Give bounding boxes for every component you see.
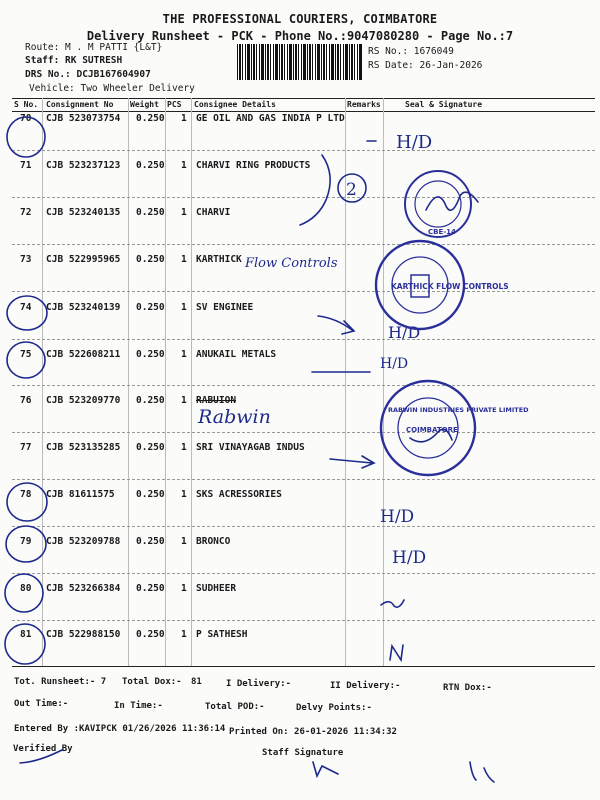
staff-info: Staff: RK SUTRESH <box>25 55 123 66</box>
rs-date: RS Date: 26-Jan-2026 <box>368 60 483 71</box>
rtn-dox: RTN Dox:- <box>443 683 492 693</box>
row-consignment: CJB 523209788 <box>46 536 121 547</box>
signature-scribble <box>470 762 494 782</box>
row-sno: 79 <box>20 536 32 547</box>
delvy-points: Delvy Points:- <box>296 703 372 713</box>
rs-number: RS No.: 1676049 <box>368 46 454 57</box>
col-sno: S No. <box>14 100 39 109</box>
tick-mark <box>390 645 403 660</box>
row-sno: 75 <box>20 349 32 360</box>
tick-mark <box>381 600 404 607</box>
row-consignee: CHARVI <box>196 207 231 218</box>
total-pod: Total POD:- <box>205 702 265 712</box>
verified-by: Verified By <box>13 744 73 754</box>
row-consignment: CJB 522995965 <box>46 254 121 265</box>
company-name: THE PROFESSIONAL COURIERS, COIMBATORE <box>162 12 438 26</box>
serial-circle <box>7 296 47 330</box>
row-consignment: CJB 81611575 <box>46 489 115 500</box>
row-weight: 0.250 <box>136 207 165 218</box>
row-pcs: 1 <box>181 629 187 640</box>
handwriting-rabwin: Rabwin <box>198 406 271 428</box>
handwriting-hd: H/D <box>380 507 415 527</box>
row-consignment: CJB 523237123 <box>46 160 121 171</box>
serial-circle <box>5 624 45 664</box>
row-sno: 78 <box>20 489 32 500</box>
row-pcs: 1 <box>181 254 187 265</box>
col-seal-signature: Seal & Signature <box>405 100 483 109</box>
row-weight: 0.250 <box>136 629 165 640</box>
arrow-icon <box>330 456 374 468</box>
row-consignee: BRONCO <box>196 536 231 547</box>
handwriting-hd: H/D <box>380 356 409 372</box>
row-consignment: CJB 522608211 <box>46 349 121 360</box>
row-consignee: GE OIL AND GAS INDIA P LTD <box>196 113 345 124</box>
handwriting-hd: H/D <box>396 132 433 153</box>
row-weight: 0.250 <box>136 113 165 124</box>
drs-number: DRS No.: DCJB167604907 <box>25 69 151 80</box>
row-weight: 0.250 <box>136 395 165 406</box>
row-consignee: ANUKAIL METALS <box>196 349 277 360</box>
serial-circle <box>6 526 46 562</box>
row-pcs: 1 <box>181 113 187 124</box>
circled-number-text: 2 <box>346 180 357 200</box>
row-weight: 0.250 <box>136 442 165 453</box>
row-consignment: CJB 522988150 <box>46 629 121 640</box>
row-consignee: SKS ACRESSORIES <box>196 489 282 500</box>
row-consignee: SRI VINAYAGAB INDUS <box>196 442 305 453</box>
row-consignee: RABUION <box>196 395 237 406</box>
in-time: In Time:- <box>114 701 163 711</box>
row-consignment: CJB 523209770 <box>46 395 121 406</box>
row-consignment: CJB 523073754 <box>46 113 121 124</box>
row-consignment: CJB 523135285 <box>46 442 121 453</box>
runsheet-title: Delivery Runsheet - PCK - Phone No.:9047080280 - Page No.:7 <box>86 29 514 43</box>
svg-text:KARTHICK FLOW CONTROLS: KARTHICK FLOW CONTROLS <box>391 282 509 291</box>
row-consignee: CHARVI RING PRODUCTS <box>196 160 311 171</box>
vehicle-info: Vehicle: Two Wheeler Delivery <box>29 83 195 94</box>
col-consignment: Consignment No <box>46 100 114 109</box>
row-weight: 0.250 <box>136 489 165 500</box>
svg-text:RABWIN INDUSTRIES PRIVATE LIMI: RABWIN INDUSTRIES PRIVATE LIMITED <box>388 406 529 414</box>
charvi-stamp <box>405 171 478 237</box>
row-consignment: CJB 523266384 <box>46 583 121 594</box>
row-sno: 74 <box>20 302 32 313</box>
handwriting-hd: H/D <box>388 323 421 342</box>
row-weight: 0.250 <box>136 583 165 594</box>
rabwin-stamp <box>381 381 529 475</box>
total-dox-value: 81 <box>191 677 202 687</box>
row-weight: 0.250 <box>136 536 165 547</box>
row-weight: 0.250 <box>136 160 165 171</box>
col-remarks: Remarks <box>347 100 381 109</box>
row-sno: 77 <box>20 442 32 453</box>
row-sno: 72 <box>20 207 32 218</box>
handwriting-flow-controls: Flow Controls <box>245 256 338 271</box>
total-dox-label: Total Dox:- <box>122 677 182 687</box>
row-weight: 0.250 <box>136 349 165 360</box>
col-weight: Weight <box>130 100 159 109</box>
serial-circle <box>7 483 47 521</box>
tot-runsheet: Tot. Runsheet:- 7 <box>14 677 107 687</box>
svg-text:CBE-14: CBE-14 <box>428 228 456 236</box>
serial-circle <box>5 574 43 612</box>
row-consignment: CJB 523240135 <box>46 207 121 218</box>
entered-by: Entered By :KAVIPCK 01/26/2026 11:36:14 <box>14 724 226 734</box>
arrow-icon <box>318 316 354 334</box>
row-sno: 70 <box>20 113 32 124</box>
row-pcs: 1 <box>181 536 187 547</box>
row-sno: 76 <box>20 395 32 406</box>
row-sno: 73 <box>20 254 32 265</box>
row-consignee: KARTHICK <box>196 254 242 265</box>
row-pcs: 1 <box>181 489 187 500</box>
i-delivery: I Delivery:- <box>226 679 292 689</box>
row-consignee: P SATHESH <box>196 629 248 640</box>
row-pcs: 1 <box>181 302 187 313</box>
bracket-stroke <box>300 155 330 225</box>
row-sno: 80 <box>20 583 32 594</box>
row-sno: 81 <box>20 629 32 640</box>
printed-on: Printed On: 26-01-2026 11:34:32 <box>229 727 397 737</box>
row-sno: 71 <box>20 160 32 171</box>
staff-signature-scribble <box>313 762 338 776</box>
out-time: Out Time:- <box>14 699 69 709</box>
row-pcs: 1 <box>181 442 187 453</box>
staff-signature-label: Staff Signature <box>262 748 344 758</box>
row-weight: 0.250 <box>136 254 165 265</box>
karthick-stamp <box>376 241 509 329</box>
col-pcs: PCS <box>167 100 182 109</box>
row-pcs: 1 <box>181 207 187 218</box>
row-consignment: CJB 523240139 <box>46 302 121 313</box>
row-pcs: 1 <box>181 160 187 171</box>
row-pcs: 1 <box>181 583 187 594</box>
handwriting-hd: H/D <box>392 548 427 568</box>
row-pcs: 1 <box>181 349 187 360</box>
serial-circle <box>7 117 45 157</box>
row-consignee: SV ENGINEE <box>196 302 254 313</box>
row-consignee: SUDHEER <box>196 583 237 594</box>
row-pcs: 1 <box>181 395 187 406</box>
ii-delivery: II Delivery:- <box>330 681 401 691</box>
route-info: Route: M . M PATTI {L&T} <box>25 42 163 53</box>
row-weight: 0.250 <box>136 302 165 313</box>
verified-signature <box>20 750 62 763</box>
serial-circle <box>7 342 45 378</box>
svg-text:COIMBATORE: COIMBATORE <box>406 426 458 434</box>
col-consignee: Consignee Details <box>194 100 276 109</box>
